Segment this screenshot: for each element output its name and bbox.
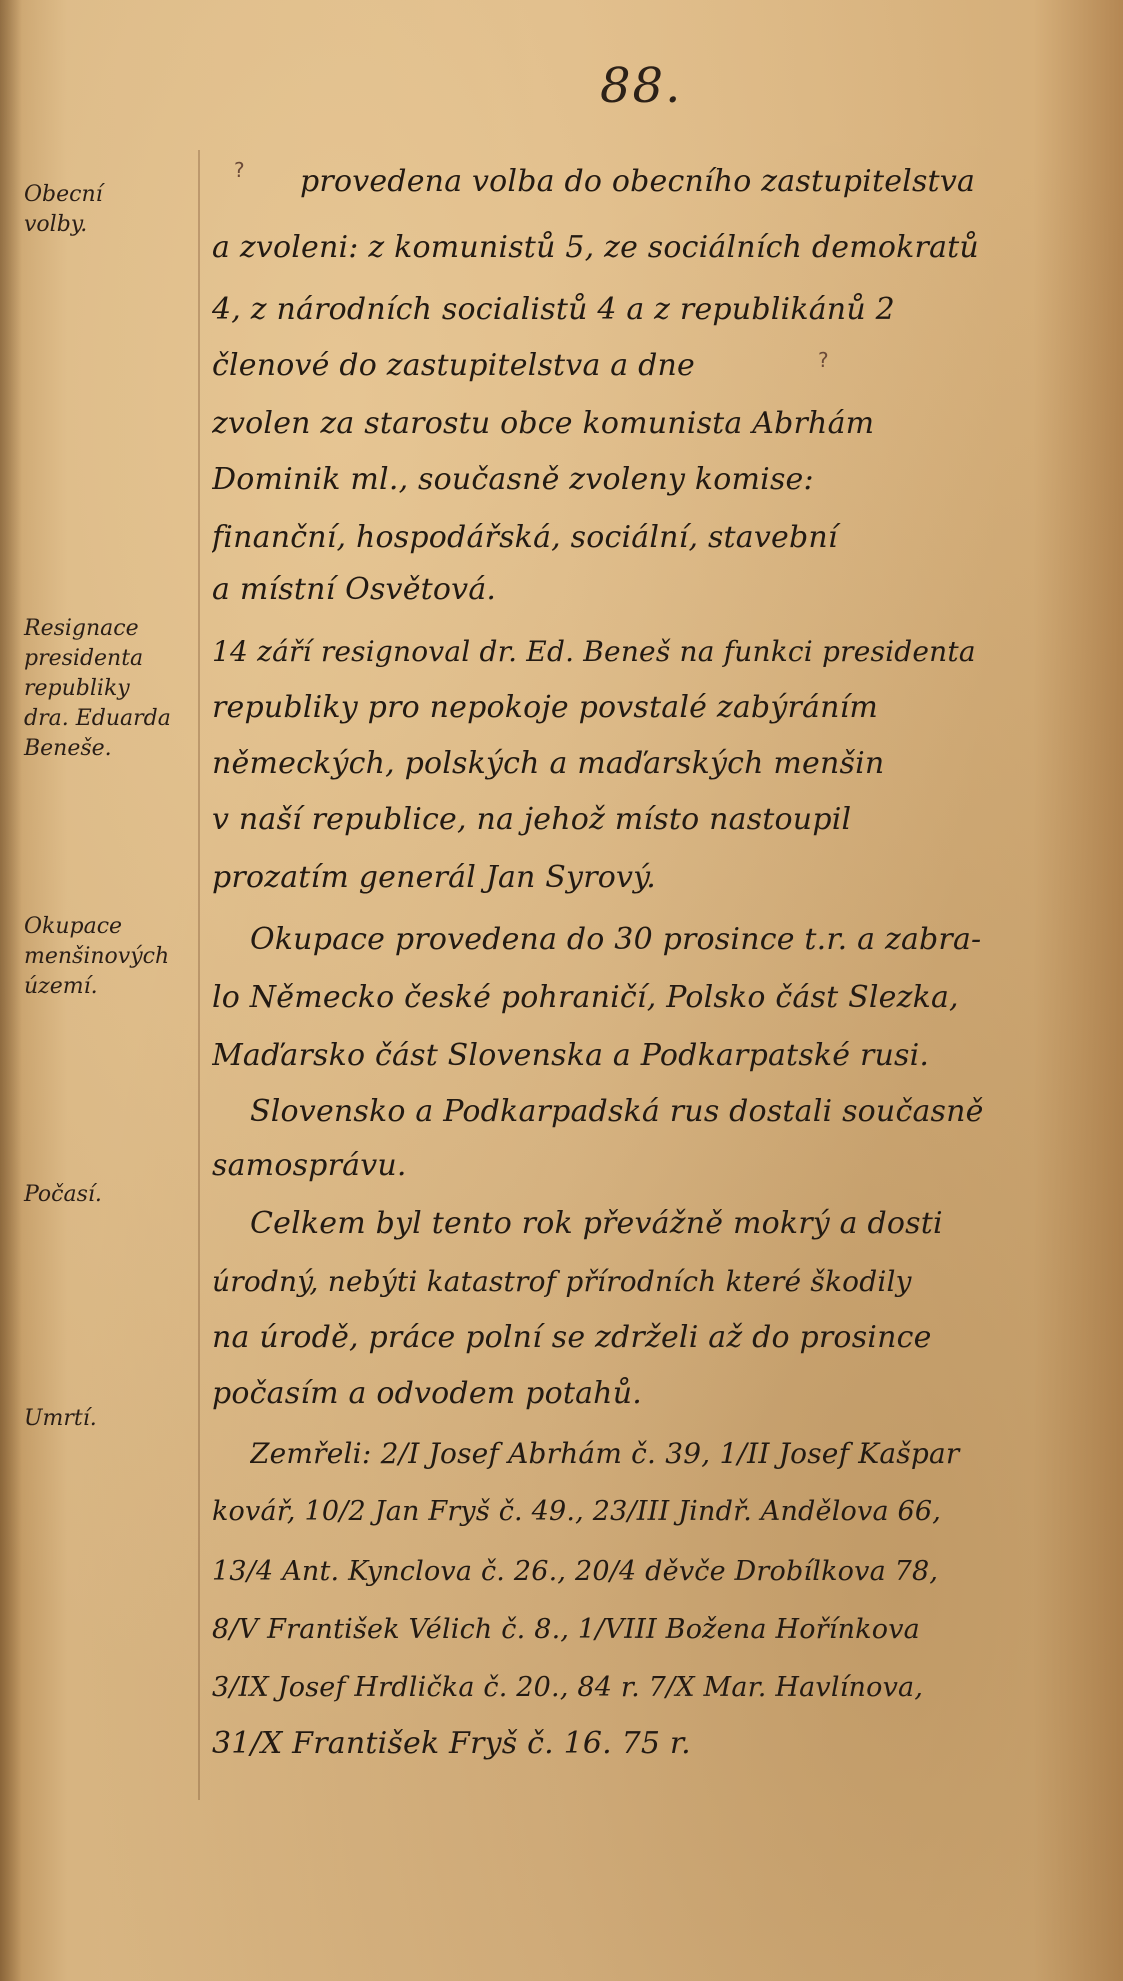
- body-line: 13/4 Ant. Kynclova č. 26., 20/4 děvče Drobílkova 78,: [212, 1556, 939, 1587]
- body-line: finanční, hospodářská, sociální, stavební: [212, 520, 838, 555]
- margin-note-line: presidenta: [24, 646, 144, 671]
- body-line: prozatím generál Jan Syrový.: [212, 860, 657, 895]
- body-line: lo Německo české pohraničí, Polsko část Slezka,: [212, 980, 959, 1015]
- body-line: Dominik ml., současně zvoleny komise:: [212, 462, 814, 497]
- body-line: Okupace provedena do 30 prosince t.r. a zabra-: [250, 922, 982, 957]
- body-line: 3/IX Josef Hrdlička č. 20., 84 r. 7/X Mar. Havlínova,: [212, 1672, 924, 1703]
- body-line: Slovensko a Podkarpadská rus dostali současně: [250, 1094, 984, 1129]
- page-number: 88.: [600, 58, 683, 114]
- body-line: Maďarsko část Slovenska a Podkarpatské rusi.: [212, 1038, 930, 1073]
- body-line: provedena volba do obecního zastupitelstva: [300, 164, 976, 199]
- body-line: Zemřeli: 2/I Josef Abrhám č. 39, 1/II Josef Kašpar: [250, 1437, 960, 1470]
- body-line: Celkem byl tento rok převážně mokrý a dosti: [250, 1206, 943, 1241]
- body-line: samosprávu.: [212, 1148, 407, 1183]
- body-line: v naší republice, na jehož místo nastoupil: [212, 802, 852, 837]
- margin-note-occupation: [24, 912, 204, 1002]
- margin-note-line: Obecní: [24, 182, 103, 207]
- margin-note-line: Počasí.: [24, 1182, 102, 1207]
- margin-note-president-resignation: [24, 614, 204, 764]
- body-line: 8/V František Vélich č. 8., 1/VIII Božena Hořínkova: [212, 1614, 920, 1645]
- body-line: německých, polských a maďarských menšin: [212, 746, 885, 781]
- body-line: na úrodě, práce polní se zdrželi až do prosince: [212, 1320, 932, 1355]
- margin-note-municipal-elections: [24, 180, 204, 240]
- margin-note-line: Beneše.: [24, 736, 112, 761]
- body-line: 4, z národních socialistů 4 a z republikánů 2: [212, 292, 895, 327]
- body-line: počasím a odvodem potahů.: [212, 1376, 642, 1411]
- margin-note-line: volby.: [24, 212, 88, 237]
- body-line: a zvoleni: z komunistů 5, ze sociálních demokratů: [212, 230, 979, 265]
- body-line: 14 září resignoval dr. Ed. Beneš na funkci presidenta: [212, 635, 976, 668]
- body-line: a místní Osvětová.: [212, 572, 497, 607]
- page-spine-shadow: [0, 0, 22, 1981]
- margin-note-line: menšinových: [24, 944, 170, 969]
- margin-note-weather: [24, 1180, 204, 1210]
- margin-note-line: Okupace: [24, 914, 123, 939]
- body-line: zvolen za starostu obce komunista Abrhám: [212, 406, 875, 441]
- margin-note-line: Resignace: [24, 616, 139, 641]
- question-mark-1: ?: [234, 158, 245, 182]
- margin-note-line: republiky: [24, 676, 130, 701]
- body-line: 31/X František Fryš č. 16. 75 r.: [212, 1726, 691, 1761]
- question-mark-2: ?: [818, 348, 829, 372]
- body-line: úrodný, nebýti katastrof přírodních které škodily: [212, 1265, 912, 1298]
- margin-note-line: Umrtí.: [24, 1406, 97, 1431]
- margin-note-line: území.: [24, 974, 98, 999]
- body-line: republiky pro nepokoje povstalé zabýráním: [212, 690, 879, 725]
- margin-note-deaths: [24, 1404, 204, 1434]
- margin-note-line: dra. Eduarda: [24, 706, 171, 731]
- body-line: kovář, 10/2 Jan Fryš č. 49., 23/III Jindř. Andělova 66,: [212, 1496, 942, 1527]
- body-line: členové do zastupitelstva a dne: [212, 348, 695, 383]
